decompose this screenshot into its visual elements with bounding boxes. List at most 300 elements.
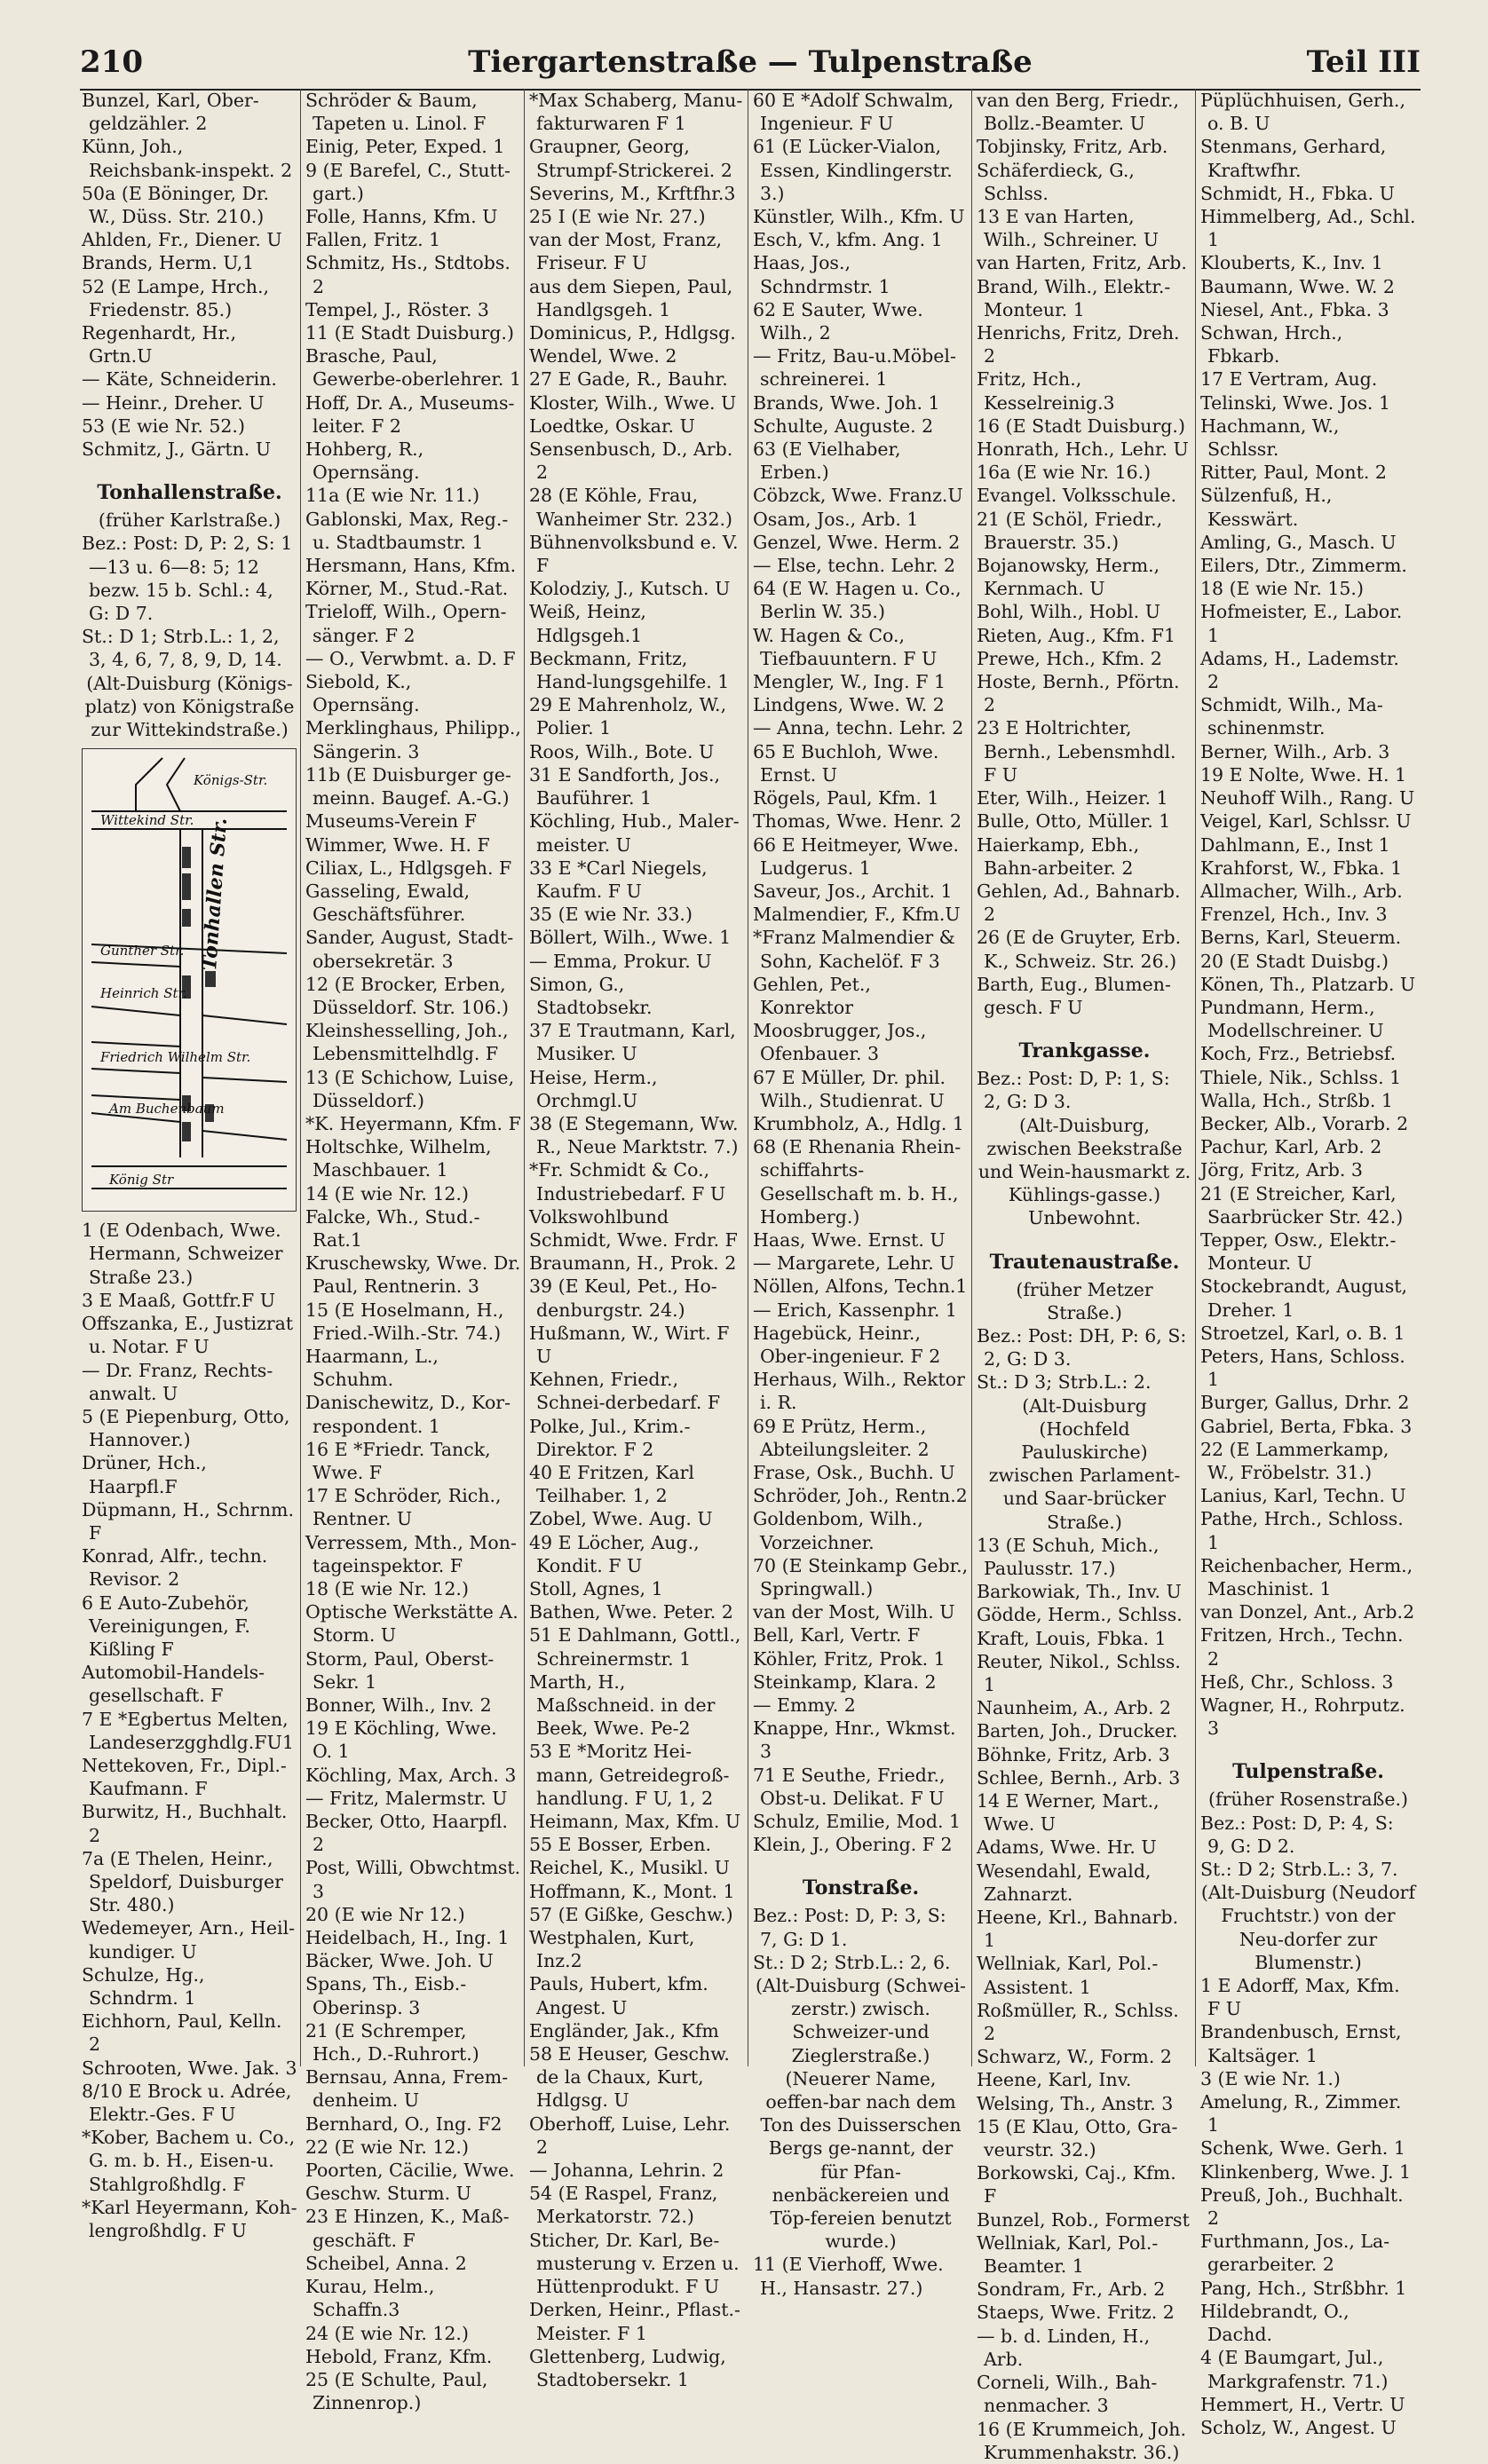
directory-entry: Kehnen, Friedr., Schnei-derbedarf. F — [529, 1369, 721, 1414]
directory-entry: Knappe, Hnr., Wkmst. 3 — [753, 1718, 956, 1763]
directory-entry: 13 (E Schuh, Mich., Paulusstr. 17.) — [977, 1534, 1160, 1579]
directory-entry: 49 E Löcher, Aug., Kondit. F U — [529, 1531, 700, 1576]
directory-entry: Berns, Karl, Steuerm. — [1200, 927, 1402, 949]
directory-entry: Esch, V., kfm. Ang. 1 — [753, 229, 943, 251]
directory-entry: Pundmann, Herm., Modellschreiner. U — [1200, 996, 1384, 1042]
directory-entry: Wimmer, Wwe. H. F — [305, 833, 490, 856]
directory-entry: 18 (E wie Nr. 12.) — [305, 1578, 469, 1599]
column-6 — [1197, 89, 1419, 2438]
map-label-friedrich: Friedrich Wilhelm Str. — [100, 1049, 251, 1066]
directory-entry: Telinski, Wwe. Jos. 1 — [1200, 391, 1390, 414]
directory-entry: Stockebrandt, August, Dreher. 1 — [1200, 1275, 1408, 1321]
directory-entry: Saveur, Jos., Archit. 1 — [753, 880, 953, 902]
directory-entry: 53 (E wie Nr. 52.) — [82, 415, 245, 437]
street-heading: Trautenaustraße. — [989, 1250, 1180, 1274]
directory-entry: Hagebück, Heinr., Ober-ingenieur. F 2 — [753, 1322, 941, 1367]
street-note: Unbewohnt. — [1028, 1207, 1141, 1229]
directory-entry: Gehlen, Pet., Konrektor — [753, 973, 871, 1018]
directory-entry: 5 (E Piepenburg, Otto, Hannover.) — [82, 1405, 290, 1451]
directory-entry: Preuß, Joh., Buchhalt. 2 — [1200, 2184, 1404, 2230]
directory-entry: Volkswohlbund — [529, 1205, 669, 1228]
directory-entry: Brandenbusch, Ernst, Kaltsäger. 1 — [1200, 2021, 1402, 2066]
directory-entry: Spans, Th., Eisb.-Oberinsp. 3 — [305, 1973, 467, 2018]
directory-entry: St.: D 2; Strb.L.: 2, 6. — [753, 1951, 951, 1973]
directory-entry: Schmitz, J., Gärtn. U — [82, 438, 272, 461]
directory-entry: Körner, M., Stud.-Rat. — [305, 578, 509, 600]
directory-entry: Tempel, J., Röster. 3 — [305, 298, 489, 320]
directory-entry: Böllert, Wilh., Wwe. 1 — [529, 927, 732, 949]
map-label-wittekind: Wittekind Str. — [100, 812, 194, 829]
directory-entry: 63 (E Vielhaber, Erben.) — [753, 438, 901, 484]
directory-entry: 33 E *Carl Niegels, Kaufm. F U — [529, 857, 708, 902]
directory-entry: 4 (E Baumgart, Jul., Markgrafenstr. 71.) — [1200, 2347, 1389, 2392]
directory-entry: Hildebrandt, O., Dachd. — [1200, 2300, 1349, 2346]
directory-entry: Becker, Otto, Haarpfl. 2 — [305, 1811, 508, 1856]
directory-entry: Neuhoff Wilh., Rang. U — [1200, 787, 1415, 809]
directory-entry: Haas, Jos., Schndrmstr. 1 — [753, 252, 890, 297]
directory-entry: van der Most, Franz, Friseur. F U — [529, 229, 722, 274]
directory-entry: Hachmann, W., Schlssr. — [1200, 415, 1340, 461]
directory-entry: 20 (E Stadt Duisbg.) — [1200, 950, 1389, 972]
directory-entry: Bunzel, Karl, Ober-geldzähler. 2 — [82, 90, 259, 135]
directory-entry: Wedemeyer, Arn., Heil-kundiger. U — [82, 1917, 296, 1963]
directory-entry: Westphalen, Kurt, Inz.2 — [529, 1927, 695, 1972]
directory-entry: Hohberg, R., Opernsäng. — [305, 438, 424, 484]
directory-entry: Marth, H., Maßschneid. in der Beek, Wwe. Pe-2 — [529, 1670, 716, 1740]
map-label-koenigs: Königs-Str. — [194, 772, 268, 789]
directory-entry: 11 (E Vierhoff, Wwe. H., Hansastr. 27.) — [753, 2254, 944, 2299]
directory-entry: 51 E Dahlmann, Gottl., Schreinermstr. 1 — [529, 1624, 741, 1670]
directory-entry: Ciliax, L., Hdlgsgeh. F — [305, 857, 512, 879]
directory-entry: Bez.: Post: DH, P: 6, S: 2, G: D 3. — [977, 1324, 1187, 1370]
directory-entry: Frase, Osk., Buchh. U — [753, 1461, 955, 1483]
directory-entry: 15 (E Klau, Otto, Gra-veurstr. 32.) — [977, 2115, 1178, 2161]
directory-entry: Stenmans, Gerhard, Kraftwfhr. — [1200, 136, 1387, 181]
directory-entry: Pachur, Karl, Arb. 2 — [1200, 1136, 1382, 1158]
directory-entry: Schulte, Auguste. 2 — [753, 415, 934, 437]
directory-entry: Niesel, Ant., Fbka. 3 — [1200, 298, 1389, 320]
directory-entry: Eichhorn, Paul, Kelln. 2 — [82, 2010, 282, 2056]
directory-entry: St.: D 2; Strb.L.: 3, 7. — [1200, 1859, 1398, 1881]
directory-entry: — Fritz, Malermstr. U — [305, 1787, 508, 1809]
directory-entry: 21 (E Streicher, Karl, Saarbrücker Str. 42.) — [1200, 1182, 1404, 1228]
directory-entry: Berner, Wilh., Arb. 3 — [1200, 740, 1390, 762]
directory-entry: *Franz Malmendier & Sohn, Kachelöf. F 3 — [753, 927, 955, 972]
directory-entry: Burger, Gallus, Drhr. 2 — [1200, 1392, 1410, 1414]
directory-entry: Barth, Eug., Blumen-gesch. F U — [977, 973, 1171, 1018]
page-header — [80, 39, 1421, 91]
directory-entry: Brands, Wwe. Joh. 1 — [753, 391, 940, 414]
directory-entry: Hoffmann, K., Mont. 1 — [529, 1880, 735, 1902]
directory-entry: Roos, Wilh., Bote. U — [529, 740, 715, 762]
directory-entry: Schlee, Bernh., Arb. 3 — [977, 1766, 1181, 1789]
street-map-graphic — [83, 749, 296, 1211]
directory-entry: Storm, Paul, Oberst-Sekr. 1 — [305, 1647, 495, 1693]
directory-entry: 22 (E wie Nr. 12.) — [305, 2136, 469, 2158]
directory-entry: Automobil-Handels-gesellschaft. F — [82, 1662, 265, 1707]
directory-entry: 3 E Maaß, Gottfr.F U — [82, 1289, 276, 1311]
directory-entry: — Käte, Schneiderin. — [82, 368, 277, 391]
directory-entry: 67 E Müller, Dr. phil. Wilh., Studienrat. U — [753, 1066, 946, 1111]
directory-entry: Nöllen, Alfons, Techn.1 — [753, 1275, 968, 1298]
map-label-heinrich: Heinrich Str. — [100, 985, 187, 1002]
directory-entry: 15 (E Hoselmann, H., Fried.-Wilh.-Str. 74.) — [305, 1299, 504, 1344]
directory-entry: — Emmy. 2 — [753, 1694, 856, 1717]
street-note: (Alt-Duisburg (Hochfeld Pauluskirche) zwischen Parlament- und Saar-brücker Straße.) — [988, 1394, 1181, 1533]
directory-entry: 64 (E W. Hagen u. Co., Berlin W. 35.) — [753, 578, 962, 623]
directory-entry: 16 (E Stadt Duisburg.) — [977, 415, 1185, 437]
directory-entry: Regenhardt, Hr., Grtn.U — [82, 322, 237, 367]
directory-entry: Gödde, Herm., Schlss. — [977, 1604, 1183, 1626]
directory-entry: 21 (E Schremper, Hch., D.-Ruhrort.) — [305, 2019, 479, 2065]
directory-entry: 1 (E Odenbach, Wwe. Hermann, Schweizer Straße 23.) — [82, 1220, 283, 1288]
directory-entry: 70 (E Steinkamp Gebr., Springwall.) — [753, 1554, 969, 1599]
street-note: (früher Karlstraße.) — [98, 509, 281, 532]
directory-entry: Borkowski, Caj., Kfm. F — [977, 2162, 1176, 2207]
directory-entry: Brasche, Paul, Gewerbe-oberlehrer. 1 — [305, 345, 522, 391]
directory-entry: W. Hagen & Co., Tiefbauuntern. F U — [753, 624, 938, 669]
directory-entry: 20 (E wie Nr 12.) — [305, 1903, 465, 1925]
directory-entry: Severins, M., Krftfhr.3 — [529, 182, 736, 204]
directory-entry: Cöbzck, Wwe. Franz.U — [753, 485, 963, 507]
directory-entry: Köhler, Fritz, Prok. 1 — [753, 1647, 946, 1670]
directory-entry: Osam, Jos., Arb. 1 — [753, 508, 919, 530]
directory-entry: van Donzel, Ant., Arb.2 — [1200, 1601, 1415, 1623]
directory-entry: 37 E Trautmann, Karl, Musiker. U — [529, 1020, 736, 1065]
directory-entry: 21 (E Schöl, Friedr., Brauerstr. 35.) — [977, 508, 1163, 553]
directory-entry: Bathen, Wwe. Peter. 2 — [529, 1601, 733, 1623]
directory-entry: Pang, Hch., Strßbhr. 1 — [1200, 2277, 1407, 2299]
directory-entry: Kleinshesselling, Joh., Lebensmittelhdlg. F — [305, 1020, 509, 1065]
directory-entry: Beckmann, Fritz, Hand-lungsgehilfe. 1 — [529, 647, 730, 693]
directory-entry: 58 E Heuser, Geschw. de la Chaux, Kurt, Hdlgsg. U — [529, 2043, 730, 2112]
directory-entry: Fritzen, Hrch., Techn. 2 — [1200, 1624, 1404, 1670]
map-label-am: Am Buchenbaum — [109, 1101, 225, 1117]
directory-entry: 24 (E wie Nr. 12.) — [305, 2322, 469, 2344]
directory-entry: Herhaus, Wilh., Rektor i. R. — [753, 1369, 965, 1414]
directory-entry: Thiele, Nik., Schlss. 1 — [1200, 1066, 1402, 1088]
directory-entry: 60 E *Adolf Schwalm, Ingenieur. F U — [753, 90, 954, 135]
directory-entry: 35 (E wie Nr. 33.) — [529, 904, 693, 926]
directory-entry: Veigel, Karl, Schlssr. U — [1200, 810, 1412, 833]
directory-entry: Simon, G., Stadtobsekr. — [529, 973, 653, 1018]
directory-entry: Derken, Heinr., Pflast.-Meister. F 1 — [529, 2299, 740, 2344]
directory-entry: Heidelbach, H., Ing. 1 — [305, 1927, 510, 1949]
page-title: Tiergartenstraße — Tulpenstraße — [468, 44, 1033, 80]
directory-entry: Konrad, Alfr., techn. Revisor. 2 — [82, 1545, 268, 1591]
directory-entry: Loedtke, Oskar. U — [529, 415, 695, 437]
directory-entry: Lanius, Karl, Techn. U — [1200, 1485, 1406, 1507]
street-heading: Tulpenstraße. — [1232, 1760, 1384, 1784]
directory-entry: Merklinghaus, Philipp., Sängerin. 3 — [305, 717, 521, 762]
directory-entry: 52 (E Lampe, Hrch., Friedenstr. 85.) — [82, 275, 270, 320]
directory-entry: Böhnke, Fritz, Arb. 3 — [977, 1743, 1170, 1765]
directory-entry: Amelung, R., Zimmer. 1 — [1200, 2091, 1402, 2136]
directory-entry: Wesendahl, Ewald, Zahnarzt. — [977, 1860, 1152, 1905]
directory-entry: Krumbholz, A., Hdlg. 1 — [753, 1112, 964, 1134]
part-label: Teil III — [1306, 44, 1421, 80]
directory-entry: Heimann, Max, Kfm. U — [529, 1811, 741, 1833]
directory-entry: 17 E Schröder, Rich., Rentner. U — [305, 1485, 502, 1530]
directory-entry: — Johanna, Lehrin. 2 — [529, 2160, 724, 2182]
directory-entry: 16 (E Krummeich, Joh. Krummenhakstr. 36.) — [977, 2418, 1186, 2463]
directory-entry: Bohl, Wilh., Hobl. U — [977, 601, 1160, 623]
directory-entry: Bojanowsky, Herm., Kernmach. U — [977, 555, 1160, 600]
directory-entry: Brands, Herm. U,1 — [82, 252, 255, 274]
directory-entry: Haierkamp, Ebh., Bahn-arbeiter. 2 — [977, 833, 1140, 879]
directory-entry: 19 E Köchling, Wwe. O. 1 — [305, 1718, 497, 1763]
directory-entry: — Else, techn. Lehr. 2 — [753, 555, 956, 577]
column-2 — [302, 89, 525, 2414]
directory-entry: Wellniak, Karl, Pol.-Assistent. 1 — [977, 1953, 1159, 1998]
directory-entry: Staeps, Wwe. Fritz. 2 — [977, 2302, 1175, 2324]
directory-entry: Prewe, Hch., Kfm. 2 — [977, 647, 1162, 669]
directory-entry: Sticher, Dr. Karl, Be-musterung v. Erzen u. Hüttenprodukt. F U — [529, 2229, 740, 2298]
directory-entry: Mengler, W., Ing. F 1 — [753, 671, 946, 693]
directory-entry: Kolodziy, J., Kutsch. U — [529, 578, 731, 600]
directory-entry: Haas, Wwe. Ernst. U — [753, 1228, 946, 1251]
directory-entry: — Erich, Kassenphr. 1 — [753, 1299, 957, 1321]
directory-entry: 71 E Seuthe, Friedr., Obst-u. Delikat. F U — [753, 1764, 946, 1809]
directory-entry: Heise, Herm., Orchmgl.U — [529, 1066, 658, 1111]
directory-entry: Köchling, Hub., Maler-meister. U — [529, 810, 740, 856]
directory-entry: Rieten, Aug., Kfm. F1 — [977, 624, 1176, 646]
directory-entry: Polke, Jul., Krim.-Direktor. F 2 — [529, 1415, 691, 1460]
directory-entry: Pathe, Hrch., Schloss. 1 — [1200, 1508, 1404, 1553]
directory-entry: Sondram, Fr., Arb. 2 — [977, 2278, 1166, 2301]
directory-entry: Verressem, Mth., Mon-tageinspektor. F — [305, 1531, 517, 1576]
column-3 — [526, 89, 748, 2390]
directory-entry: Eilers, Dtr., Zimmerm. — [1200, 555, 1407, 577]
directory-entry: Barkowiak, Th., Inv. U — [977, 1581, 1182, 1603]
directory-entry: — O., Verwbmt. a. D. F — [305, 647, 516, 669]
directory-entry: Schrooten, Wwe. Jak. 3 — [82, 2057, 297, 2079]
directory-entry: Tepper, Osw., Elektr.-Monteur. U — [1200, 1228, 1397, 1275]
directory-entry: Püplüchhuisen, Gerh., o. B. U — [1200, 90, 1405, 135]
map-label-koenig: König Str — [109, 1172, 174, 1189]
directory-entry: Bernsau, Anna, Frem-denheim. U — [305, 2066, 509, 2112]
directory-entry: Braumann, H., Prok. 2 — [529, 1252, 737, 1275]
directory-entry: — Margarete, Lehr. U — [753, 1252, 955, 1275]
directory-entry: Himmelberg, Ad., Schl. 1 — [1200, 206, 1416, 251]
directory-entry: Gabriel, Berta, Fbka. 3 — [1200, 1415, 1413, 1437]
directory-entry: 57 (E Gißke, Geschw.) — [529, 1903, 733, 1925]
directory-entry: Optische Werkstätte A. Storm. U — [305, 1601, 518, 1647]
directory-entry: Schröder & Baum, Tapeten u. Linol. F — [305, 90, 487, 135]
directory-entry: Schmidt, Wilh., Ma-schinenmstr. — [1200, 694, 1383, 739]
directory-entry: Poorten, Cäcilie, Wwe. — [305, 2160, 515, 2182]
street-note: (Alt-Duisburg (Königs-platz) von Königstraße zur Wittekindstraße.) — [84, 672, 295, 741]
directory-entry: Reichenbacher, Herm., Maschinist. 1 — [1200, 1554, 1413, 1599]
directory-entry: 29 E Mahrenholz, W., Polier. 1 — [529, 694, 727, 739]
directory-entry: Trieloff, Wilh., Opern-sänger. F 2 — [305, 601, 507, 646]
directory-entry: Engländer, Jak., Kfm — [529, 2019, 719, 2041]
directory-entry: Post, Willi, Obwchtmst. 3 — [305, 1857, 521, 1902]
directory-entry: Klinkenberg, Wwe. J. 1 — [1200, 2160, 1412, 2183]
directory-entry: Wagner, H., Rohrputz. 3 — [1200, 1694, 1405, 1740]
directory-entry: *Max Schaberg, Manu-fakturwaren F 1 — [529, 90, 743, 135]
directory-entry: Barten, Joh., Drucker. — [977, 1720, 1178, 1742]
directory-entry: Bez.: Post: D, P: 2, S: 1—13 u. 6—8: 5; 12 bezw. 15 b. Schl.: 4, G: D 7. — [82, 533, 293, 625]
directory-entry: van der Most, Wilh. U — [753, 1601, 955, 1623]
directory-entry: Folle, Hanns, Kfm. U — [305, 206, 498, 228]
street-note: (früher Rosenstraße.) — [1208, 1789, 1408, 1811]
directory-entry: Bäcker, Wwe. Joh. U — [305, 1950, 494, 1972]
directory-entry: — Dr. Franz, Rechts-anwalt. U — [82, 1359, 273, 1404]
directory-entry: Schulz, Emilie, Mod. 1 — [753, 1811, 962, 1833]
directory-entry: Sülzenfuß, H., Kesswärt. — [1200, 485, 1333, 530]
directory-entry: Sander, August, Stadt-obersekretär. 3 — [305, 927, 514, 972]
directory-entry: Geschw. Sturm. U — [305, 2183, 471, 2205]
directory-entry: Burwitz, H., Buchhalt. 2 — [82, 1801, 288, 1846]
directory-entry: 28 (E Köhle, Frau, Wanheimer Str. 232.) — [529, 485, 732, 530]
directory-entry: 3 (E wie Nr. 1.) — [1200, 2067, 1341, 2089]
directory-entry: *Kober, Bachem u. Co., G. m. b. H., Eisen-u. Stahlgroßhdlg. F — [82, 2127, 296, 2195]
directory-entry: 69 E Prütz, Herm., Abteilungsleiter. 2 — [753, 1415, 930, 1460]
directory-entry: Brand, Wilh., Elektr.-Monteur. 1 — [977, 275, 1171, 320]
column-5 — [973, 89, 1196, 2463]
directory-entry: Weiß, Heinz, Hdlgsgeh.1 — [529, 601, 646, 646]
directory-entry: Sensenbusch, D., Arb. 2 — [529, 438, 733, 484]
street-note: (Alt-Duisburg (Neudorf Fruchtstr.) von der Neu-dorfer zur Blumenstr.) — [1200, 1882, 1416, 1973]
directory-entry: Bell, Karl, Vertr. F — [753, 1624, 921, 1647]
directory-entry: Moosbrugger, Jos., Ofenbauer. 3 — [753, 1020, 927, 1065]
directory-entry: van Harten, Fritz, Arb. — [977, 252, 1187, 274]
directory-entry: Hoste, Bernh., Pförtn. 2 — [977, 671, 1180, 716]
column-1 — [78, 89, 301, 2242]
directory-entry: Hoff, Dr. A., Museums-leiter. F 2 — [305, 391, 515, 437]
directory-entry: van den Berg, Friedr., Bollz.-Beamter. U — [977, 90, 1180, 135]
directory-entry: Bez.: Post: D, P: 3, S: 7, G: D 1. — [753, 1905, 946, 1950]
directory-entry: 11a (E wie Nr. 11.) — [305, 485, 480, 507]
page-number: 210 — [80, 44, 143, 80]
directory-entry: Künn, Joh., Reichsbank-inspekt. 2 — [82, 136, 293, 181]
directory-entry: 22 (E Lammerkamp, W., Fröbelstr. 31.) — [1200, 1438, 1389, 1483]
directory-entry: Glettenberg, Ludwig, Stadtobersekr. 1 — [529, 2345, 726, 2390]
directory-entry: 19 E Nolte, Wwe. H. 1 — [1200, 763, 1407, 786]
directory-entry: Peters, Hans, Schloss. 1 — [1200, 1345, 1405, 1391]
directory-entry: Reichel, K., Musikl. U — [529, 1857, 730, 1879]
directory-entry: Wellniak, Karl, Pol.-Beamter. 1 — [977, 2231, 1159, 2278]
column-4 — [749, 89, 972, 2299]
directory-entry: Heene, Karl, Inv. — [977, 2069, 1132, 2091]
directory-entry: 13 (E Schichow, Luise, Düsseldorf.) — [305, 1066, 515, 1111]
directory-entry: Schmitz, Hs., Stdtobs. 2 — [305, 252, 511, 297]
directory-entry: Schröder, Joh., Rentn.2 — [753, 1485, 968, 1507]
directory-entry: Furthmann, Jos., La-gerarbeiter. 2 — [1200, 2231, 1390, 2276]
directory-entry: *Karl Heyermann, Koh-lengroßhdlg. F U — [82, 2196, 297, 2242]
map-label-guenther: Günther Str. — [100, 943, 185, 960]
directory-entry: Eter, Wilh., Heizer. 1 — [977, 787, 1168, 809]
directory-entry: 11b (E Duisburger ge-meinn. Baugef. A.-G.) — [305, 763, 511, 809]
directory-entry: Frenzel, Hch., Inv. 3 — [1200, 904, 1388, 926]
directory-entry: Allmacher, Wilh., Arb. — [1200, 880, 1403, 902]
directory-entry: Amling, G., Masch. U — [1200, 531, 1397, 553]
directory-entry: Klein, J., Obering. F 2 — [753, 1834, 953, 1856]
directory-entry: 11 (E Stadt Duisburg.) — [305, 322, 514, 344]
directory-entry: Schwarz, W., Form. 2 — [977, 2046, 1172, 2068]
directory-entry: Hersmann, Hans, Kfm. — [305, 555, 517, 577]
directory-entry: 16a (E wie Nr. 16.) — [977, 462, 1152, 484]
directory-entry: Thomas, Wwe. Henr. 2 — [753, 810, 962, 833]
directory-entry: 25 (E Schulte, Paul, Zinnenrop.) — [305, 2368, 488, 2414]
directory-entry: Henrichs, Fritz, Dreh. 2 — [977, 322, 1180, 367]
directory-entry: Wendel, Wwe. 2 — [529, 345, 677, 367]
directory-entry: Becker, Alb., Vorarb. 2 — [1200, 1112, 1409, 1134]
directory-entry: St.: D 1; Strb.L.: 1, 2, 3, 4, 6, 7, 8, 9, D, 14. — [82, 626, 282, 671]
directory-entry: 14 E Werner, Mart., Wwe. U — [977, 1790, 1160, 1836]
directory-entry: Corneli, Wilh., Bah-nenmacher. 3 — [977, 2372, 1158, 2417]
directory-entry: Kruschewsky, Wwe. Dr. Paul, Rentnerin. 3 — [305, 1252, 521, 1298]
directory-entry: 16 E *Friedr. Tanck, Wwe. F — [305, 1438, 491, 1483]
directory-entry: 18 (E wie Nr. 15.) — [1200, 578, 1364, 600]
directory-entry: Goldenbom, Wilh., Vorzeichner. — [753, 1508, 923, 1553]
directory-entry: 9 (E Barefel, C., Stutt-gart.) — [305, 159, 511, 204]
directory-entry: Bulle, Otto, Müller. 1 — [977, 810, 1171, 833]
street-note: (früher Metzer Straße.) — [1016, 1278, 1153, 1323]
directory-entry: Schmidt, Wwe. Frdr. F — [529, 1228, 738, 1251]
directory-entry: Einig, Peter, Exped. 1 — [305, 136, 505, 158]
directory-entry: Falcke, Wh., Stud.-Rat.1 — [305, 1205, 480, 1251]
directory-entry: Steinkamp, Klara. 2 — [753, 1670, 937, 1693]
directory-entry: *Fr. Schmidt & Co., Industriebedarf. F U — [529, 1159, 726, 1204]
directory-entry: aus dem Siepen, Paul, Handlgsgeh. 1 — [529, 275, 733, 320]
directory-entry: Künstler, Wilh., Kfm. U — [753, 206, 965, 228]
directory-entry: 61 (E Lücker-Vialon, Essen, Kindlingerstr. 3.) — [753, 136, 953, 204]
directory-entry: 7 E *Egbertus Melten, Landeserzgghdlg.FU1 — [82, 1708, 294, 1753]
directory-entry: *K. Heyermann, Kfm. F — [305, 1112, 521, 1134]
street-heading: Tonhallenstraße. — [97, 481, 282, 505]
directory-entry: Drüner, Hch., Haarpfl.F — [82, 1452, 207, 1497]
directory-entry: Offszanka, E., Justizrat u. Notar. F U — [82, 1313, 294, 1358]
directory-entry: Walla, Hch., Strßb. 1 — [1200, 1089, 1393, 1111]
directory-entry: Schmidt, H., Fbka. U — [1200, 182, 1395, 204]
directory-entry: Lindgens, Wwe. W. 2 — [753, 694, 945, 716]
directory-entry: 66 E Heitmeyer, Wwe. Ludgerus. 1 — [753, 833, 960, 879]
directory-entry: 65 E Buchloh, Wwe. Ernst. U — [753, 740, 939, 786]
directory-entry: Bez.: Post: D, P: 4, S: 9, G: D 2. — [1200, 1812, 1394, 1857]
directory-entry: St.: D 3; Strb.L.: 2. — [977, 1371, 1152, 1394]
directory-entry: — Emma, Prokur. U — [529, 950, 712, 972]
street-note: (Alt-Duisburg, zwischen Beekstraße und Wein-hausmarkt z. Kühlings-gasse.) — [977, 1114, 1191, 1206]
directory-entry: Bernhard, O., Ing. F2 — [305, 2113, 503, 2135]
directory-entry: Stoll, Agnes, 1 — [529, 1578, 663, 1599]
directory-entry: 25 I (E wie Nr. 27.) — [529, 206, 706, 228]
directory-entry: Könen, Th., Platzarb. U — [1200, 973, 1416, 995]
directory-entry: Evangel. Volksschule. — [977, 485, 1177, 507]
directory-entry: Köchling, Max, Arch. 3 — [305, 1764, 517, 1786]
directory-entry: Koch, Frz., Betriebsf. — [1200, 1043, 1397, 1065]
directory-entry: 14 (E wie Nr. 12.) — [305, 1182, 469, 1204]
directory-entry: 68 (E Rhenania Rhein-schiffahrts-Gesellschaft m. b. H., Homberg.) — [753, 1136, 962, 1228]
directory-entry: Heene, Krl., Bahnarb. 1 — [977, 1907, 1179, 1952]
directory-entry: — Heinr., Dreher. U — [82, 391, 265, 414]
directory-entry: Düpmann, H., Schrnm. F — [82, 1498, 294, 1544]
directory-entry: Bunzel, Rob., Formerst — [977, 2208, 1190, 2231]
directory-entry: Heß, Chr., Schloss. 3 — [1200, 1670, 1394, 1693]
directory-entry: 8/10 E Brock u. Adrée, Elektr.-Ges. F U — [82, 2080, 292, 2125]
directory-entry: Holtschke, Wilhelm, Maschbauer. 1 — [305, 1136, 492, 1181]
map-label-tonhallen: Tonhallen Str. — [198, 817, 233, 972]
street-note: (Alt-Duisburg (Schwei-zerstr.) zwisch. Schweizer-und Zieglerstraße.) — [756, 1975, 966, 2066]
directory-entry: Kloster, Wilh., Wwe. U — [529, 391, 737, 414]
directory-entry: Hofmeister, E., Labor. 1 — [1200, 601, 1403, 646]
directory-entry: 40 E Fritzen, Karl Teilhaber. 1, 2 — [529, 1461, 694, 1507]
directory-entry: Bühnenvolksbund e. V. F — [529, 531, 739, 577]
directory-entry: Kraft, Louis, Fbka. 1 — [977, 1627, 1167, 1649]
directory-entry: Adams, Wwe. Hr. U — [977, 1836, 1157, 1859]
directory-entry: Haarmann, L., Schuhm. — [305, 1345, 439, 1391]
